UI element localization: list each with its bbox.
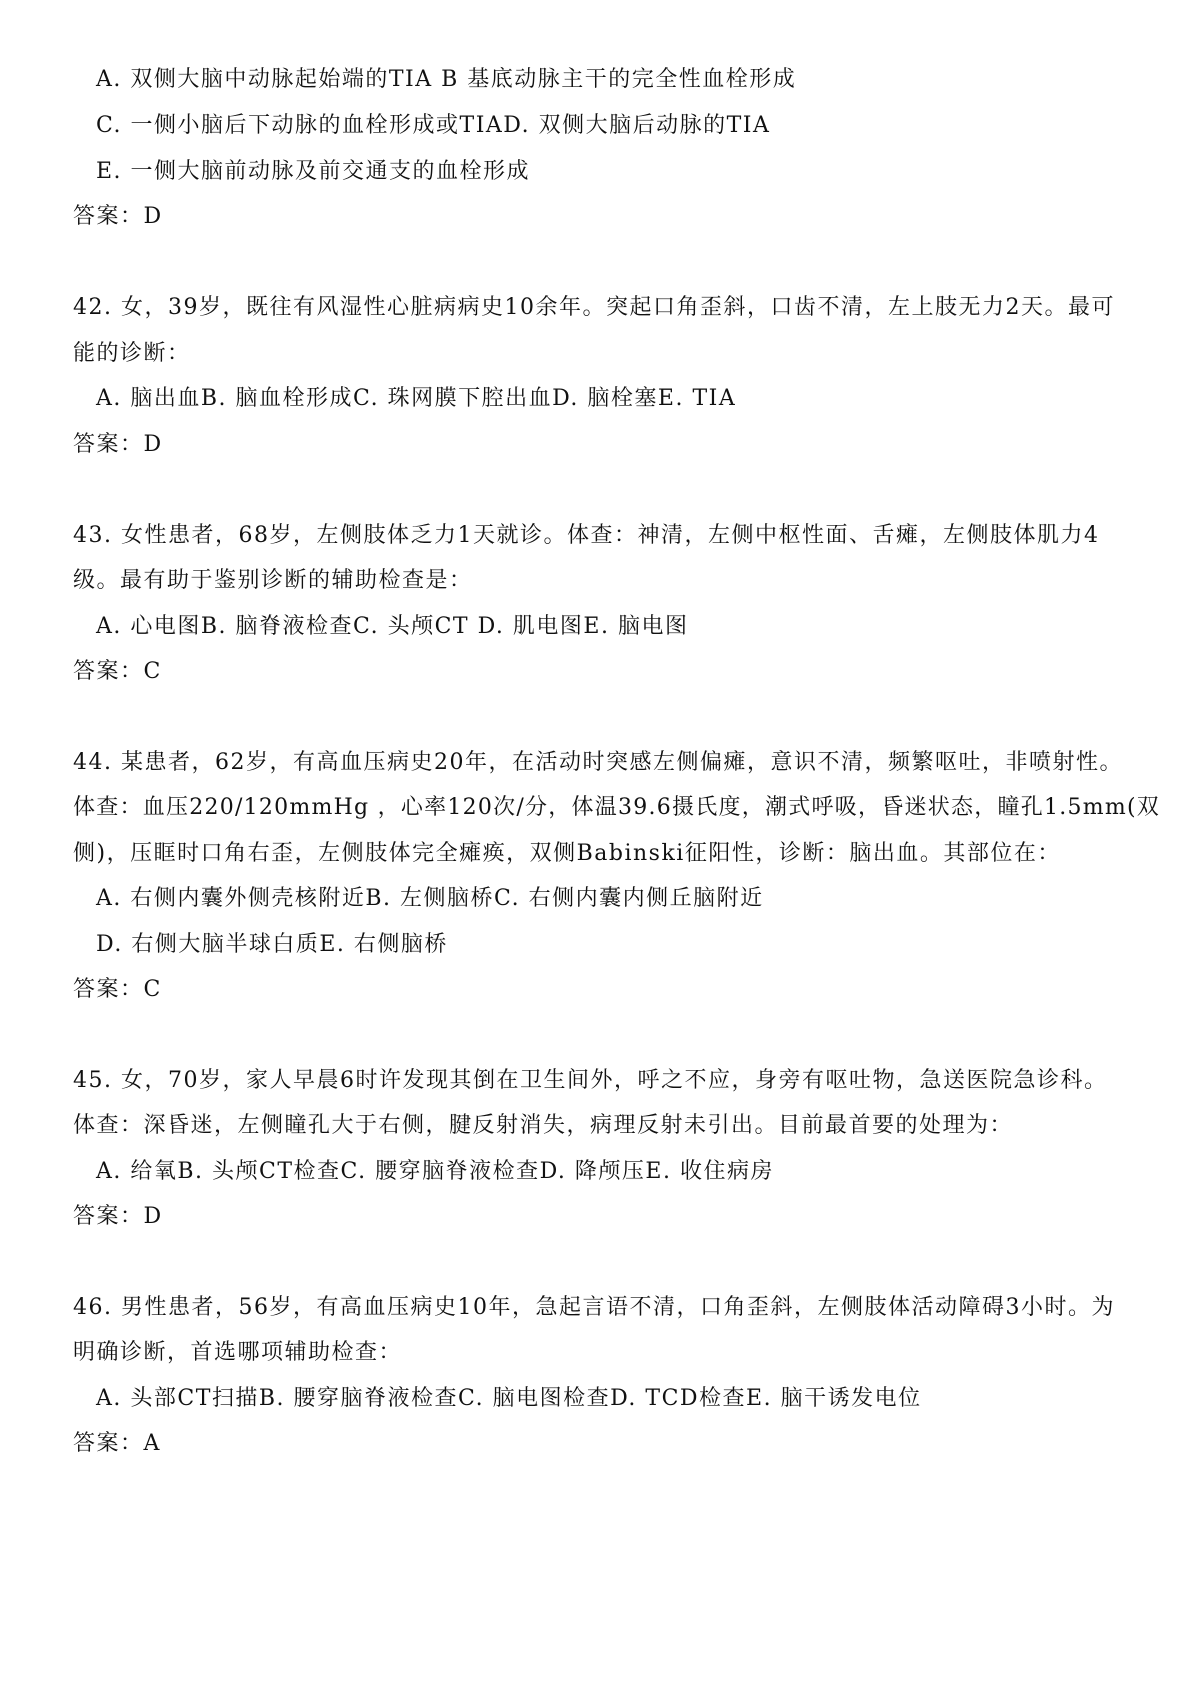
q42-stem-line-2: 能的诊断：: [73, 341, 191, 366]
q43-answer: 答案：C: [73, 659, 162, 684]
q42-answer: 答案：D: [73, 432, 163, 457]
q41-option-line-1: A. 双侧大脑中动脉起始端的TIA B 基底动脉主干的完全性血栓形成: [96, 67, 797, 92]
q46-answer: 答案：A: [73, 1431, 161, 1456]
q44-answer: 答案：C: [73, 977, 162, 1002]
q45-stem-line-1: 45. 女，70岁，家人早晨6时许发现其倒在卫生间外，呼之不应，身旁有呕吐物，急送医院急诊科。: [73, 1068, 1108, 1093]
q43-option-line-1: A. 心电图B. 脑脊液检查C. 头颅CT D. 肌电图E. 脑电图: [96, 614, 689, 639]
q43-stem-line-2: 级。最有助于鉴别诊断的辅助检查是：: [73, 568, 473, 593]
q45-answer: 答案：D: [73, 1204, 163, 1229]
q44-option-line-2: D. 右侧大脑半球白质E. 右侧脑桥: [96, 932, 448, 957]
q41-option-line-2: C. 一侧小脑后下动脉的血栓形成或TIAD. 双侧大脑后动脉的TIA: [96, 113, 771, 138]
q42-stem-line-1: 42. 女，39岁，既往有风湿性心脏病病史10余年。突起口角歪斜，口齿不清，左上肢无力2天。最可: [73, 295, 1115, 320]
q44-stem-line-1: 44. 某患者，62岁，有高血压病史20年，在活动时突感左侧偏瘫，意识不清，频繁呕吐，非喷射性。: [73, 750, 1123, 775]
q46-option-line-1: A. 头部CT扫描B. 腰穿脑脊液检查C. 脑电图检查D. TCD检查E. 脑干诱发电位: [96, 1386, 922, 1411]
q44-stem-line-3: 侧)，压眶时口角右歪，左侧肢体完全瘫痪，双侧Babinski征阳性，诊断：脑出血。其部位在：: [73, 841, 1061, 866]
q46-stem-line-1: 46. 男性患者，56岁，有高血压病史10年，急起言语不清，口角歪斜，左侧肢体活动障碍3小时。为: [73, 1295, 1115, 1320]
q41-option-line-3: E. 一侧大脑前动脉及前交通支的血栓形成: [96, 159, 531, 184]
q46-stem-line-2: 明确诊断，首选哪项辅助检查：: [73, 1340, 403, 1365]
q45-stem-line-2: 体查：深昏迷，左侧瞳孔大于右侧，腱反射消失，病理反射未引出。目前最首要的处理为：: [73, 1113, 1014, 1138]
q45-option-line-1: A. 给氧B. 头颅CT检查C. 腰穿脑脊液检查D. 降颅压E. 收住病房: [96, 1159, 774, 1184]
q41-answer: 答案：D: [73, 204, 163, 229]
q42-option-line-1: A. 脑出血B. 脑血栓形成C. 珠网膜下腔出血D. 脑栓塞E. TIA: [96, 386, 737, 411]
q44-option-line-1: A. 右侧内囊外侧壳核附近B. 左侧脑桥C. 右侧内囊内侧丘脑附近: [96, 886, 764, 911]
q43-stem-line-1: 43. 女性患者，68岁，左侧肢体乏力1天就诊。体查：神清，左侧中枢性面、舌瘫，左侧肢体肌力4: [73, 523, 1100, 548]
q44-stem-line-2: 体查：血压220/120mmHg ，心率120次/分，体温39.6摄氏度，潮式呼吸，昏迷状态，瞳孔1.5mm(双: [73, 795, 1161, 820]
